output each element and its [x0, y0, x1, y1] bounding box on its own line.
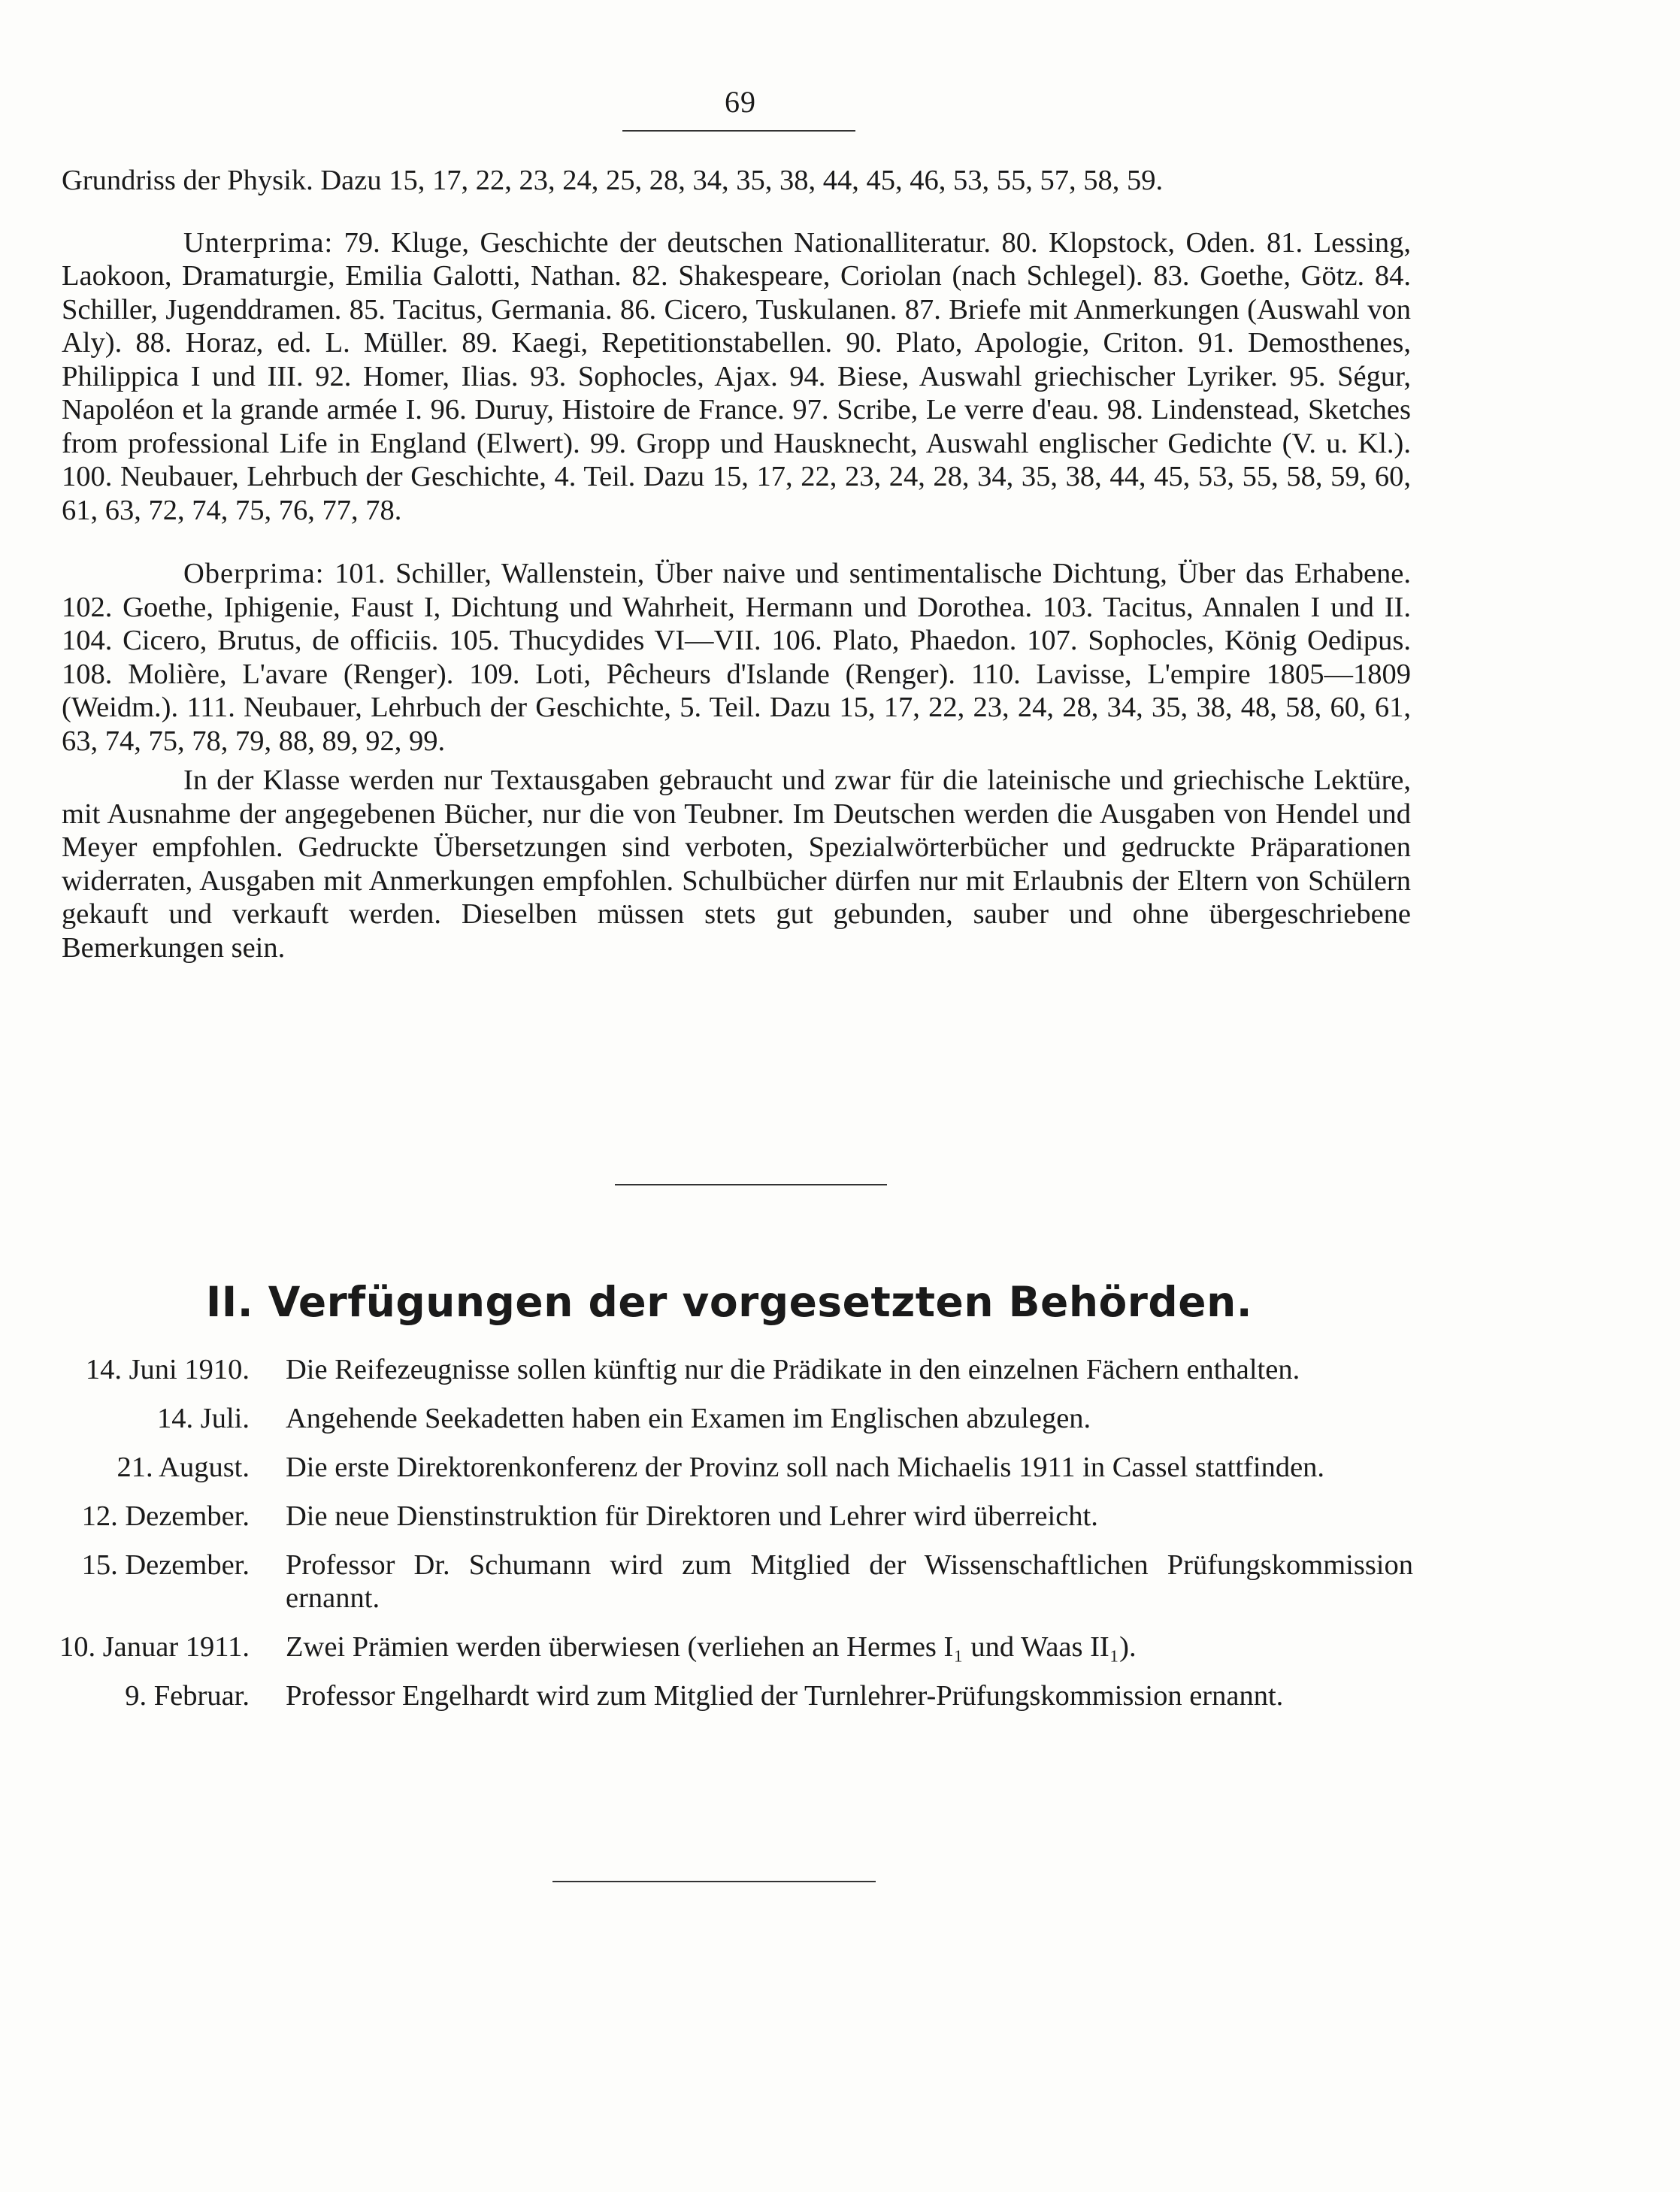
decree-item — [23, 1500, 1413, 1533]
physik-paragraph: Grundriss der Physik. Dazu 15, 17, 22, 23, 24, 25, 28, 34, 35, 38, 44, 45, 46, 53, 55, 57, 58, 59. — [62, 165, 1164, 196]
decree-text: Professor Engelhardt wird zum Mitglied der Turnlehrer-Prüfungskommission ernannt. — [286, 1680, 1284, 1712]
notes-paragraph: In der Klasse werden nur Textausgaben gebraucht und zwar für die lateinische und griechische Lektüre, mit Ausnahme der angegebenen Bücher, nur die von Teubner. Im Deutschen werden die Ausgaben von Hendel und Meyer empfohlen. Gedruckte Übersetzungen sind verboten, Spezialwörterbücher und gedruckte Präparationen widerraten, Ausgaben mit Anmerkungen empfohlen. Schulbücher dürfen nur mit Erlaubnis der Eltern von Schülern gekauft und verkauft werden. Dieselben müssen stets gut gebunden, sauber und ohne übergeschriebene Bemerkungen sein. — [62, 764, 1411, 964]
decree-date: 21. August. — [117, 1452, 250, 1483]
section-title: II. Verfügungen der vorgesetzten Behörden. — [205, 1278, 1253, 1326]
header-rule — [622, 130, 855, 132]
decree-date: 12. Dezember. — [81, 1500, 250, 1532]
decree-date: 14. Juli. — [156, 1403, 250, 1434]
decree-item — [23, 1402, 1413, 1435]
reading-list-block — [62, 164, 1411, 964]
decree-item — [23, 1549, 1413, 1615]
decree-text: Die Reifezeugnisse sollen künftig nur die Prädikate in den einzelnen Fächern enthalten. — [286, 1354, 1300, 1385]
end-rule — [552, 1881, 876, 1882]
oberprima-paragraph — [62, 557, 1411, 758]
unterprima-text: 79. Kluge, Geschichte der deutschen Nationalliteratur. 80. Klopstock, Oden. 81. Lessing, Laokoon, Dramaturgie, Emilia Galotti, Nathan. 82. Shakespeare, Coriolan (nach Schlegel). 83. Goethe, Götz. 84. Schiller, Jugenddramen. 85. Tacitus, Germania. 86. Cicero, Tuskulanen. 87. Briefe mit Anmerkungen (Auswahl von Aly). 88. Horaz, ed. L. Müller. 89. Kaegi, Repetitionstabellen. 90. Plato, Apologie, Criton. 91. Demosthenes, Philippica I und III. 92. Homer, Ilias. 93. Sophocles, Ajax. 94. Biese, Auswahl griechischer Lyriker. 95. Ségur, Napoléon et la grande armée I. 96. Duruy, Histoire de France. 97. Scribe, Le verre d'eau. 98. Lindenstead, Sketches from professional Life in England (Elwert). 99. Gropp und Hausknecht, Auswahl englischer Gedichte (V. u. Kl.). 100. Neubauer, Lehrbuch der Geschichte, 4. Teil. Dazu 15, 17, 22, 23, 24, 28, 34, 35, 38, 44, 45, 53, 55, 58, 59, 60, 61, 63, 72, 74, 75, 76, 77, 78. — [62, 226, 1411, 526]
decree-date: 10. Januar 1911. — [59, 1631, 250, 1663]
page-number: 69 — [725, 85, 756, 119]
decree-item — [23, 1679, 1413, 1712]
decree-date: 9. Februar. — [125, 1680, 250, 1712]
decree-text: Die neue Dienstinstruktion für Direktoren und Lehrer wird überreicht. — [286, 1500, 1098, 1532]
oberprima-label: Oberprima: — [183, 558, 325, 589]
oberprima-text: 101. Schiller, Wallenstein, Über naive und sentimentalische Dichtung, Über das Erhabene. 102. Goethe, Iphigenie, Faust I, Dichtung und Wahrheit, Hermann und Dorothea. 103. Tacitus, Annalen I und II. 104. Cicero, Brutus, de officiis. 105. Thucydides VI—VII. 106. Plato, Phaedon. 107. Sophocles, König Oedipus. 108. Molière, L'avare (Renger). 109. Loti, Pêcheurs d'Islande (Renger). 110. Lavisse, L'empire 1805—1809 (Weidm.). 111. Neubauer, Lehrbuch der Geschichte, 5. Teil. Dazu 15, 17, 22, 23, 24, 28, 34, 35, 38, 48, 58, 60, 61, 63, 74, 75, 78, 79, 88, 89, 92, 99. — [62, 558, 1411, 757]
section-divider — [615, 1184, 887, 1185]
decree-text: Die erste Direktorenkonferenz der Provinz soll nach Michaelis 1911 in Cassel stattfinden. — [286, 1452, 1325, 1483]
decree-text: Angehende Seekadetten haben ein Examen im Englischen abzulegen. — [286, 1403, 1091, 1434]
decree-list — [23, 1353, 1413, 1728]
decree-text: Professor Dr. Schumann wird zum Mitglied der Wissenschaftlichen Prüfungskommission ernannt. — [286, 1549, 1413, 1614]
decree-text: Zwei Prämien werden überwiesen (verliehen an Hermes I₁ und Waas II₁). — [286, 1631, 1137, 1663]
unterprima-paragraph — [62, 226, 1411, 528]
decree-date: 14. Juni 1910. — [85, 1354, 250, 1385]
decree-date: 15. Dezember. — [81, 1549, 250, 1581]
decree-item — [23, 1451, 1413, 1484]
unterprima-label: Unterprima: — [183, 226, 334, 259]
decree-item — [23, 1630, 1413, 1664]
decree-item — [23, 1353, 1413, 1386]
